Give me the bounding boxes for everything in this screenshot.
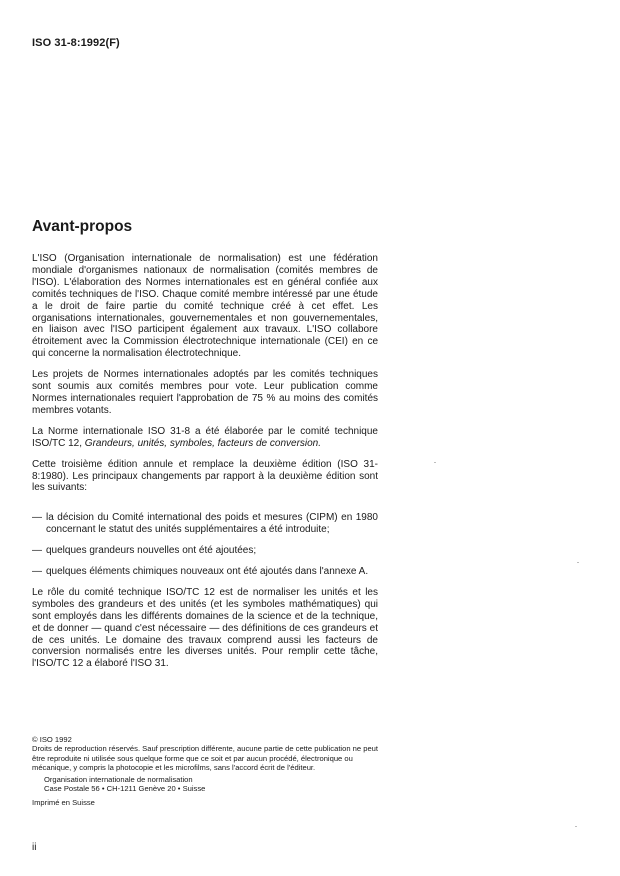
document-identifier: ISO 31-8:1992(F) [32,37,120,49]
paragraph-elaboration [32,426,378,450]
list-item [32,566,378,578]
dash-bullet: — [32,545,42,557]
page-number: ii [32,842,37,853]
list-item [32,512,378,536]
list-item-text: quelques éléments chimiques nouveaux ont été ajoutés dans l'annexe A. [46,566,369,578]
section-title: Avant-propos [32,218,133,235]
list-item [32,545,378,557]
postal-address: Case Postale 56 • CH-1211 Genève 20 • Suisse [44,784,206,794]
printed-in: Imprimé en Suisse [32,798,95,808]
copyright-line: © ISO 1992 [32,735,72,744]
copyright-block [32,735,378,808]
foreword-body [32,253,378,679]
elaboration-text: La Norme internationale ISO 31-8 a été élaborée par le comité technique ISO/TC 12, [32,425,378,449]
rights-notice: Droits de reproduction réservés. Sauf prescription différente, aucune partie de cette publication ne peut être reproduite ni utilisée sous quelque forme que ce soit et par aucun procédé, électronique ou mécanique, y compris la photocopie et les microfilms, sans l'accord écrit de l'éditeur. [32,744,379,773]
committee-title-italic: Grandeurs, unités, symboles, facteurs de conversion. [84,437,322,449]
organisation-name: Organisation internationale de normalisation [44,774,193,784]
paragraph-committee-role: Le rôle du comité technique ISO/TC 12 est de normaliser les unités et les symboles des grandeurs et des unités (et les symboles mathématiques) qui sont employés dans les différents domaines de la science et de la technique, et de donner — quand c'est nécessaire — des définitions de ces grandeurs et de ces unités. Le domaine des travaux comprend aussi les facteurs de conversion normalisés entre les diverses unités. Pour remplir cette tâche, l'ISO/TC 12 a élaboré l'ISO 31. [32,586,378,670]
scan-speck [575,826,577,827]
paragraph-iso-intro: L'ISO (Organisation internationale de normalisation) est une fédération mondiale d'organismes nationaux de normalisation (comités membres de l'ISO). L'élaboration des Normes internationales est en général confiée aux comités techniques de l'ISO. Chaque comité membre intéressé par une étude a le droit de faire partie du comité technique créé à cet effet. Les organisations internationales, gouvernementales et non gouvernementales, en liaison avec l'ISO participent également aux travaux. L'ISO collabore étroitement avec la Commission électrotechnique internationale (CEI) en ce qui concerne la normalisation électrotechnique. [32,253,378,360]
list-item-text: quelques grandeurs nouvelles ont été ajoutées; [46,545,257,557]
paragraph-edition: Cette troisième édition annule et remplace la deuxième édition (ISO 31-8:1980). Les principaux changements par rapport à la deuxième édition sont les suivants: [32,458,378,494]
scan-speck [577,562,579,563]
dash-bullet: — [32,512,42,524]
list-item-text: la décision du Comité international des poids et mesures (CIPM) en 1980 concernant le statut des unités supplémentaires a été introduite; [46,512,378,536]
scan-speck [434,462,436,463]
changes-list [32,512,378,578]
paragraph-draft-standards: Les projets de Normes internationales adoptés par les comités techniques sont soumis aux comités membres pour vote. Leur publication comme Normes internationales requiert l'approbation de 75 % au moins des comités membres votants. [32,369,378,416]
dash-bullet: — [32,566,42,578]
